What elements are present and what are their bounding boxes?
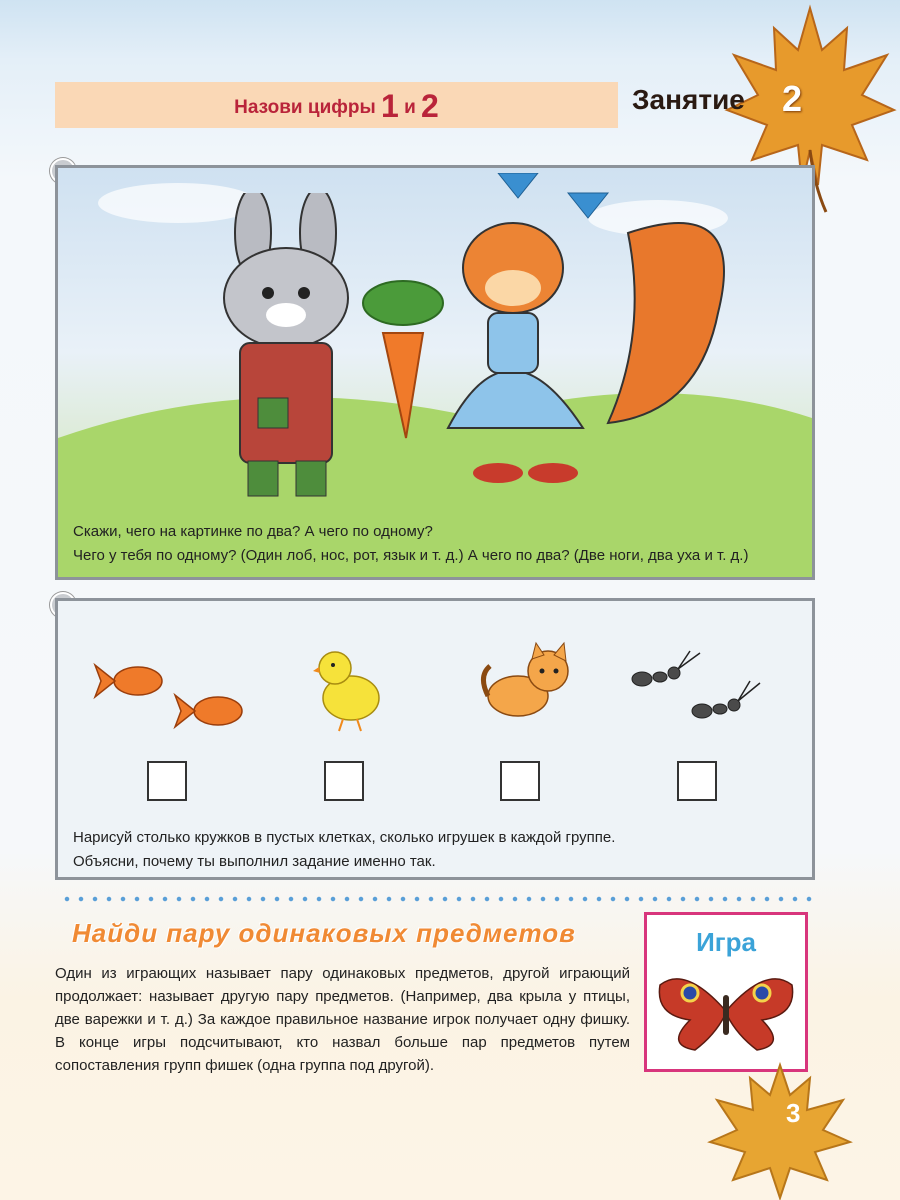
title-conjunction: и bbox=[404, 97, 416, 118]
game-badge-box bbox=[644, 912, 808, 1072]
section-1-illustration bbox=[55, 165, 815, 580]
butterfly-icon bbox=[655, 965, 797, 1055]
section-1-caption bbox=[73, 520, 748, 568]
squirrel-icon bbox=[418, 173, 748, 493]
lesson-number: 2 bbox=[782, 78, 803, 119]
page-title bbox=[55, 88, 618, 125]
answer-box-kitten[interactable] bbox=[500, 761, 540, 801]
game-label: Игра bbox=[696, 927, 756, 957]
caption-line: Объясни, почему ты выполнил задание именно так. bbox=[73, 853, 436, 870]
answer-box-ants[interactable] bbox=[677, 761, 717, 801]
maple-leaf-icon bbox=[705, 1060, 855, 1200]
game-description: Один из играющих называет пару одинаковых предметов, другой играющий продолжает: называет другую пару предметов. (Например, два крыла у птицы, две варежки и т. д.) За каждое правильное название игрок получает одну фишку. В конце игры подсчитывают, кто назвал больше пар предметов путем сопоставления групп фишек (одна группа под другой). bbox=[55, 965, 630, 1074]
lesson-label: Занятие bbox=[632, 84, 745, 115]
answer-box-chick[interactable] bbox=[324, 761, 364, 801]
kitten-icon bbox=[478, 641, 578, 731]
title-bar bbox=[55, 82, 618, 128]
section-2-exercise bbox=[55, 598, 815, 880]
dotted-divider bbox=[60, 896, 820, 902]
chick-icon bbox=[313, 643, 383, 733]
page-number: 3 bbox=[786, 1098, 801, 1128]
ants-icon bbox=[630, 649, 790, 734]
goldfish-icon bbox=[93, 653, 258, 743]
bunny-icon bbox=[198, 193, 378, 513]
caption-line: Нарисуй столько кружков в пустых клетках, сколько игрушек в каждой группе. bbox=[73, 829, 616, 846]
game-title: Найди пару одинаковых предметов bbox=[72, 918, 576, 948]
title-prefix: Назови цифры bbox=[234, 97, 376, 118]
caption-line: Чего у тебя по одному? (Один лоб, нос, рот, язык и т. д.) А чего по два? (Две ноги, два уха и т. д.) bbox=[73, 547, 749, 564]
section-2-caption bbox=[73, 826, 615, 874]
digit-two: 2 bbox=[421, 88, 439, 124]
answer-box-goldfish[interactable] bbox=[147, 761, 187, 801]
caption-line: Скажи, чего на картинке по два? А чего по одному? bbox=[73, 523, 433, 540]
digit-one: 1 bbox=[381, 88, 399, 124]
